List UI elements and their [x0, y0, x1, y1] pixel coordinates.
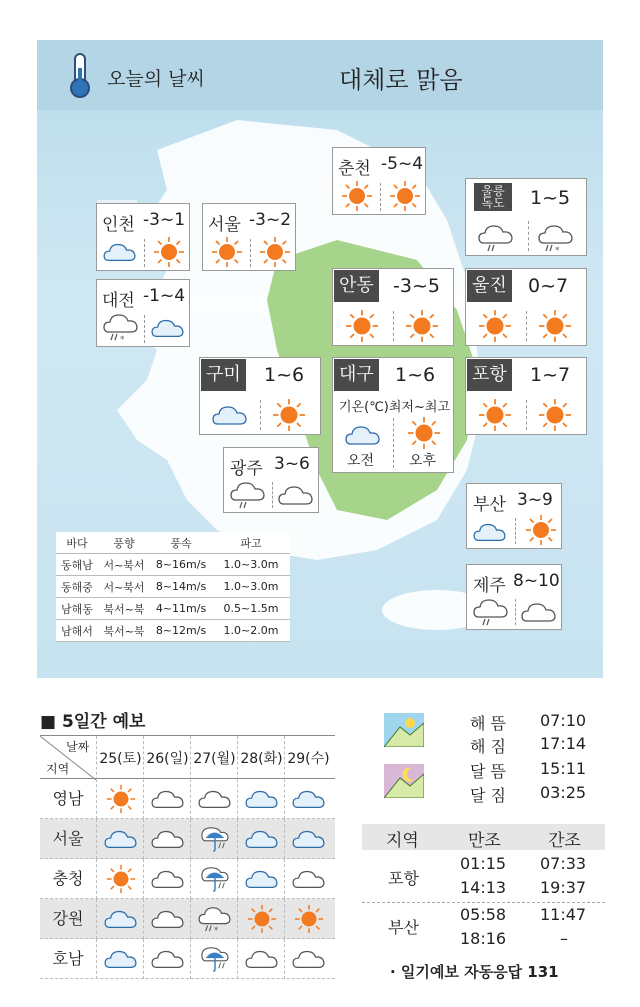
forecast-cell — [143, 859, 190, 899]
day-header: 29(수) — [287, 751, 330, 767]
cloud-sun-icon — [245, 825, 279, 853]
city-card-busan — [466, 483, 562, 549]
forecast-cell — [96, 859, 143, 899]
city-name: 춘천 — [338, 159, 371, 179]
date-corner-label: 날짜 — [66, 740, 90, 754]
sleet-cloud-icon — [103, 312, 139, 342]
pm-label: 오후 — [409, 453, 437, 469]
tide-low: 07:33 — [540, 854, 587, 873]
tide-region: 부산 — [388, 918, 419, 937]
sun-icon — [247, 904, 277, 934]
forecast-header — [40, 735, 335, 779]
city-card-andong — [332, 268, 454, 346]
cloud-sun-icon — [151, 314, 185, 342]
sun-icon — [405, 309, 439, 343]
tide-low: 19:37 — [540, 878, 587, 897]
cloud-sun-icon — [345, 420, 381, 450]
day-header: 27(월) — [193, 751, 236, 767]
forecast-region: 호남 — [52, 949, 84, 968]
forecast-cell — [96, 899, 143, 939]
sun-icon — [272, 398, 306, 432]
sun-icon — [538, 398, 572, 432]
forecast-cell — [190, 899, 237, 939]
forecast-cell — [284, 899, 331, 939]
umbrella-rain-icon — [198, 825, 232, 853]
cloud-icon — [151, 785, 185, 813]
region-corner-label: 지역 — [46, 762, 70, 776]
forecast-cell — [190, 859, 237, 899]
city-name: 대구 — [334, 359, 379, 391]
city-name: 울릉 독도 — [474, 183, 512, 211]
forecast-cell — [96, 939, 143, 979]
forecast-region: 강원 — [52, 909, 84, 928]
city-card-ulleung — [465, 178, 587, 256]
cloud-sun-icon — [292, 785, 326, 813]
cloud-icon — [151, 825, 185, 853]
sunrise-icon — [384, 713, 424, 747]
moonset-label: 달 짐 — [470, 786, 506, 805]
table-row — [40, 819, 335, 859]
temperature-range: -3~5 — [393, 275, 440, 297]
forecast-cell — [143, 939, 190, 979]
moonrise-icon — [384, 764, 424, 798]
sunset-time: 17:14 — [540, 734, 587, 753]
tide-high: 01:15 — [460, 854, 507, 873]
day-header: 25(토) — [99, 751, 142, 767]
umbrella-rain-icon — [198, 865, 232, 893]
temperature-range: -3~1 — [143, 210, 186, 230]
forecast-cell — [237, 819, 284, 859]
cloud-icon — [292, 865, 326, 893]
city-card-gwangju — [223, 447, 319, 513]
city-card-gumi — [199, 357, 321, 435]
table-row — [40, 859, 335, 899]
forecast-cell — [284, 939, 331, 979]
forecast-cell — [96, 779, 143, 819]
sun-icon — [525, 514, 557, 546]
tide-region: 포항 — [388, 869, 419, 888]
city-name: 안동 — [334, 270, 379, 302]
temperature-range: 3~9 — [517, 490, 553, 510]
sun-icon — [538, 309, 572, 343]
rain-cloud-icon — [478, 223, 514, 253]
table-row — [40, 939, 335, 979]
hotline-text: · 일기예보 자동응답 131 — [390, 963, 559, 981]
forecast-region: 영남 — [52, 789, 84, 808]
forecast-cell — [143, 779, 190, 819]
sun-icon — [259, 236, 291, 268]
table-row — [40, 899, 335, 939]
sunrise-time: 07:10 — [540, 711, 587, 730]
sun-icon — [341, 180, 373, 212]
cloud-sun-icon — [473, 518, 507, 546]
thermometer-icon — [65, 52, 97, 100]
cloud-sun-icon — [104, 905, 138, 933]
moonset-time: 03:25 — [540, 783, 587, 802]
rain-cloud-icon — [230, 480, 266, 510]
cloud-icon — [521, 597, 557, 627]
cloud-icon — [198, 785, 232, 813]
tide-low: – — [560, 929, 568, 948]
sun-icon — [345, 309, 379, 343]
cloud-sun-icon — [212, 400, 248, 430]
tide-high: 05:58 — [460, 905, 507, 924]
sun-icon — [478, 398, 512, 432]
sleet-cloud-icon — [538, 223, 574, 253]
sun-icon — [153, 236, 185, 268]
temperature-range: 1~6 — [264, 364, 305, 386]
city-name: 포항 — [467, 359, 512, 391]
forecast-cell — [284, 819, 331, 859]
cloud-sun-icon — [245, 785, 279, 813]
page-title: 오늘의 날씨 — [107, 68, 205, 90]
tide-low: 11:47 — [540, 905, 587, 924]
city-name: 부산 — [473, 495, 506, 515]
forecast-cell — [190, 939, 237, 979]
temperature-range: -1~4 — [143, 286, 186, 306]
sea-conditions-table — [56, 532, 290, 642]
table-row: 남해동 북서~북 4~11m/s 0.5~1.5m — [56, 598, 290, 620]
table-row: 동해남 서~북서 8~16m/s 1.0~3.0m — [56, 554, 290, 576]
rain-cloud-icon — [473, 597, 509, 627]
cloud-sun-icon — [103, 238, 137, 266]
sunset-label: 해 짐 — [470, 737, 506, 756]
city-name: 구미 — [201, 359, 246, 391]
forecast-region: 충청 — [52, 869, 84, 888]
sun-icon — [106, 784, 136, 814]
city-name: 대전 — [102, 291, 135, 311]
temperature-range: 0~7 — [528, 275, 569, 297]
forecast-title: ■ 5일간 예보 — [40, 712, 146, 732]
cloud-icon — [245, 945, 279, 973]
cloud-sun-icon — [104, 945, 138, 973]
forecast-cell — [237, 859, 284, 899]
city-card-seoul — [202, 203, 296, 271]
cloud-sun-icon — [245, 865, 279, 893]
city-card-jeju — [466, 564, 562, 630]
cloud-icon — [151, 865, 185, 893]
forecast-cell — [190, 779, 237, 819]
forecast-cell — [237, 779, 284, 819]
city-name: 인천 — [102, 215, 135, 235]
city-card-daejeon — [96, 279, 190, 347]
table-row — [40, 779, 335, 819]
city-card-uljin — [465, 268, 587, 346]
temperature-range: 1~6 — [395, 364, 436, 386]
day-header: 26(일) — [146, 751, 189, 767]
city-name: 제주 — [473, 576, 506, 596]
sun-icon — [211, 236, 243, 268]
cloud-icon — [151, 905, 185, 933]
cloud-icon — [151, 945, 185, 973]
umbrella-rain-icon — [198, 945, 232, 973]
forecast-cell — [143, 819, 190, 859]
sun-icon — [106, 864, 136, 894]
city-name: 광주 — [230, 459, 263, 479]
city-card-incheon — [96, 203, 190, 271]
day-header: 28(화) — [240, 751, 283, 767]
map-header — [37, 40, 603, 110]
temperature-range: 8~10 — [513, 571, 560, 591]
forecast-cell — [96, 819, 143, 859]
cloud-icon — [292, 945, 326, 973]
forecast-cell — [190, 819, 237, 859]
temperature-range: 1~5 — [530, 187, 571, 209]
sun-icon — [294, 904, 324, 934]
city-name: 서울 — [208, 215, 241, 235]
city-name: 울진 — [467, 270, 512, 302]
tide-high: 18:16 — [460, 929, 507, 948]
city-card-pohang — [465, 357, 587, 435]
temperature-range: -3~2 — [249, 210, 292, 230]
forecast-cell — [284, 859, 331, 899]
sun-icon — [407, 416, 441, 450]
sunrise-label: 해 뜸 — [470, 714, 506, 733]
moonrise-time: 15:11 — [540, 759, 587, 778]
table-row: 남해서 북서~북 8~12m/s 1.0~2.0m — [56, 620, 290, 642]
cloud-icon — [278, 480, 314, 510]
city-card-daegu — [332, 357, 454, 473]
sun-icon — [478, 309, 512, 343]
table-header: 바다 풍향 풍속 파고 — [56, 532, 290, 554]
cloud-sun-icon — [292, 825, 326, 853]
temperature-range: 1~7 — [530, 364, 571, 386]
tide-header: 지역 만조 간조 — [362, 824, 605, 850]
cloud-sun-icon — [104, 825, 138, 853]
forecast-cell — [237, 939, 284, 979]
table-row: 동해중 서~북서 8~14m/s 1.0~3.0m — [56, 576, 290, 598]
sleet-cloud-icon — [198, 905, 232, 933]
forecast-region: 서울 — [52, 829, 84, 848]
temperature-range: -5~4 — [381, 154, 424, 174]
tide-high: 14:13 — [460, 878, 507, 897]
weather-summary: 대체로 맑음 — [339, 66, 463, 94]
temperature-range: 3~6 — [274, 454, 310, 474]
moonrise-label: 달 뜸 — [470, 762, 506, 781]
forecast-cell — [143, 899, 190, 939]
forecast-cell — [284, 779, 331, 819]
city-card-chuncheon — [332, 147, 426, 215]
am-label: 오전 — [347, 453, 375, 469]
forecast-cell — [237, 899, 284, 939]
sun-icon — [389, 180, 421, 212]
legend-label: 기온(℃)최저~최고 — [339, 400, 450, 415]
